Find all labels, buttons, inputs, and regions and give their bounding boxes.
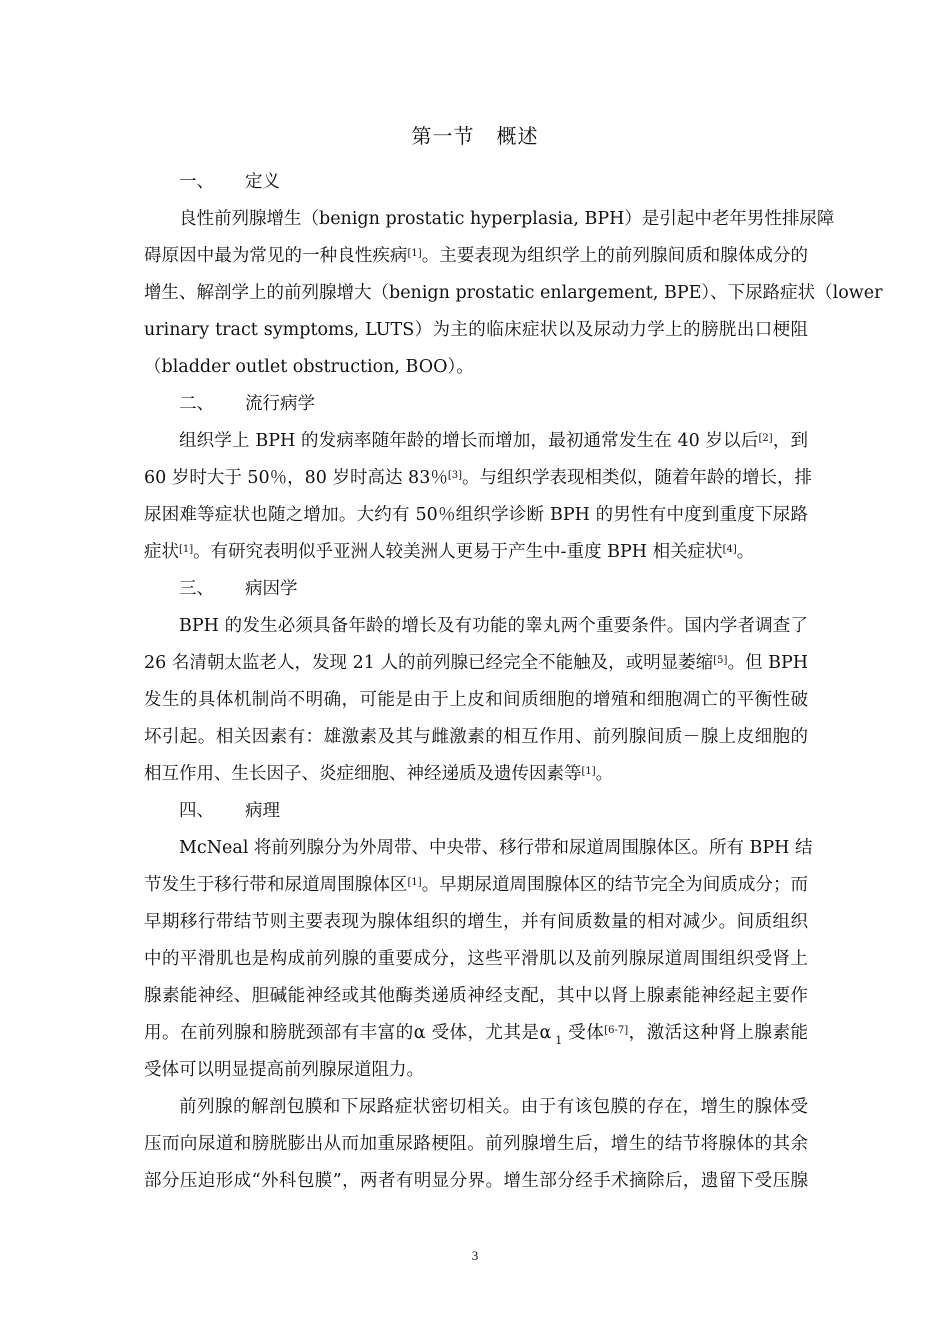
heading-pathology: [144, 793, 808, 830]
section-title: [0, 120, 950, 149]
section-number: 第一节: [411, 124, 475, 148]
paragraph-line: 用。在前列腺和膀胱颈部有丰富的α 受体，尤其是α $_1$ 受体[6-7]，激活这种肾上腺素能: [144, 1023, 808, 1047]
heading-number: 一、: [179, 172, 214, 192]
paragraph-line: 相互作用、生长因子、炎症细胞、神经递质及遗传因素等[1]。: [144, 764, 614, 784]
paragraph-line: 良性前列腺增生（benign prostatic hyperplasia, BPH）是引起中老年男性排尿障: [179, 209, 835, 229]
paragraph-line: 部分压迫形成“外科包膜”，两者有明显分界。增生部分经手术摘除后，遗留下受压腺: [144, 1171, 808, 1191]
paragraph-line: 节发生于移行带和尿道周围腺体区[1]。早期尿道周围腺体区的结节完全为间质成分；而: [144, 875, 809, 895]
citation: [1]: [407, 248, 422, 259]
paragraph-line: 发生的具体机制尚不明确，可能是由于上皮和间质细胞的增殖和细胞凋亡的平衡性破: [144, 690, 808, 710]
paragraph-line: 受体可以明显提高前列腺尿道阻力。: [144, 1060, 424, 1080]
paragraph-line: （bladder outlet obstruction, BOO）。: [144, 357, 474, 377]
heading-label: 病理: [245, 801, 280, 821]
heading-number: 三、: [179, 579, 214, 599]
paragraph-line: BPH 的发生必须具备年龄的增长及有功能的睾丸两个重要条件。国内学者调查了: [179, 616, 808, 636]
citation: [5]: [713, 655, 728, 666]
paragraph-line: urinary tract symptoms, LUTS）为主的临床症状以及尿动力学上的膀胱出口梗阻: [144, 320, 808, 340]
citation: [2]: [758, 433, 773, 444]
paragraph-line: 碍原因中最为常见的一种良性疾病[1]。主要表现为组织学上的前列腺间质和腺体成分的: [144, 246, 809, 266]
paragraph-line: 增生、解剖学上的前列腺增大（benign prostatic enlargement, BPE）、下尿路症状（lower: [144, 283, 883, 303]
citation: [3]: [447, 470, 462, 481]
paragraph-line: 早期移行带结节则主要表现为腺体组织的增生，并有间质数量的相对减少。间质组织: [144, 912, 808, 932]
heading-etiology: [144, 571, 808, 608]
paragraph-line: 26 名清朝太监老人，发现 21 人的前列腺已经完全不能触及，或明显萎缩[5]。但 BPH: [144, 653, 808, 673]
heading-label: 病因学: [245, 579, 298, 599]
paragraph-line: 组织学上 BPH 的发病率随年龄的增长而增加，最初通常发生在 40 岁以后[2]，到: [179, 431, 809, 451]
paragraph-line: 60 岁时大于 50％，80 岁时高达 83％[3]。与组织学表现相类似，随着年龄的增长，排: [144, 468, 812, 488]
heading-definition: [144, 164, 808, 201]
heading-number: 二、: [179, 394, 214, 414]
paragraph-line: 压而向尿道和膀胱膨出从而加重尿路梗阻。前列腺增生后，增生的结节将腺体的其余: [144, 1134, 808, 1154]
heading-label: 流行病学: [245, 394, 315, 414]
citation: [4]: [722, 544, 737, 555]
citation: [1]: [179, 544, 194, 555]
citation: [6-7]: [604, 1025, 629, 1036]
section-name: 概述: [496, 124, 539, 148]
citation: [1]: [581, 766, 596, 777]
paragraph-line: 前列腺的解剖包膜和下尿路症状密切相关。由于有该包膜的存在，增生的腺体受: [179, 1097, 808, 1117]
paragraph-line: McNeal 将前列腺分为外周带、中央带、移行带和尿道周围腺体区。所有 BPH 结: [179, 838, 813, 858]
body-text: [144, 164, 883, 1200]
page-number: 3: [471, 1248, 479, 1263]
paragraph-line: 腺素能神经、胆碱能神经或其他酶类递质神经支配，其中以肾上腺素能神经起主要作: [144, 986, 808, 1006]
citation: [1]: [407, 877, 422, 888]
heading-number: 四、: [179, 801, 214, 821]
heading-label: 定义: [245, 172, 280, 192]
paragraph-line: 中的平滑肌也是构成前列腺的重要成分，这些平滑肌以及前列腺尿道周围组织受肾上: [144, 949, 808, 969]
heading-epidemiology: [144, 386, 808, 423]
subscript: 1: [555, 1034, 563, 1047]
paragraph-line: 尿困难等症状也随之增加。大约有 50％组织学诊断 BPH 的男性有中度到重度下尿路: [144, 505, 808, 525]
paragraph-line: 症状[1]。有研究表明似乎亚洲人较美洲人更易于产生中-重度 BPH 相关症状[4]。: [144, 542, 755, 562]
paragraph-line: 坏引起。相关因素有：雄激素及其与雌激素的相互作用、前列腺间质－腺上皮细胞的: [144, 727, 808, 747]
